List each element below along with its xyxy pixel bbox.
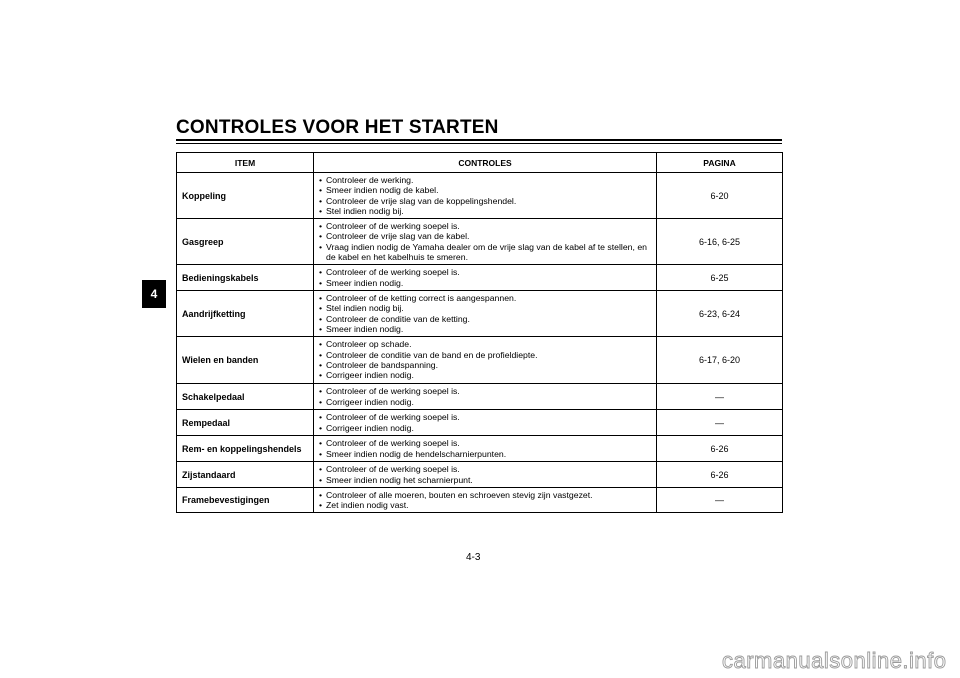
chapter-tab: 4 bbox=[142, 280, 166, 308]
row-page-ref: 6-17, 6-20 bbox=[657, 337, 783, 384]
table-row bbox=[177, 265, 783, 291]
row-page-ref: 6-23, 6-24 bbox=[657, 291, 783, 337]
check-item: • Zet indien nodig vast. bbox=[319, 500, 651, 510]
check-item: • Controleer de bandspanning. bbox=[319, 360, 651, 370]
check-list bbox=[319, 267, 651, 288]
table-header-row bbox=[177, 153, 783, 173]
check-item: • Controleer of de werking soepel is. bbox=[319, 464, 651, 474]
check-item: • Controleer de vrije slag van de koppelingshendel. bbox=[319, 196, 651, 206]
row-checks bbox=[314, 410, 657, 436]
row-checks bbox=[314, 265, 657, 291]
row-item: Rempedaal bbox=[177, 410, 314, 436]
row-checks bbox=[314, 219, 657, 265]
check-list bbox=[319, 490, 651, 511]
row-item: Rem- en koppelingshendels bbox=[177, 436, 314, 462]
page-number: 4-3 bbox=[466, 552, 481, 563]
row-page-ref: — bbox=[657, 410, 783, 436]
row-checks bbox=[314, 436, 657, 462]
check-item: • Controleer de vrije slag van de kabel. bbox=[319, 231, 651, 241]
row-item: Gasgreep bbox=[177, 219, 314, 265]
row-item: Schakelpedaal bbox=[177, 384, 314, 410]
row-page-ref: — bbox=[657, 488, 783, 513]
row-checks bbox=[314, 488, 657, 513]
check-item: • Controleer of de werking soepel is. bbox=[319, 412, 651, 422]
row-page-ref: 6-25 bbox=[657, 265, 783, 291]
row-page-ref: 6-26 bbox=[657, 462, 783, 488]
check-item: • Controleer de werking. bbox=[319, 175, 651, 185]
check-item: • Controleer de conditie van de ketting. bbox=[319, 314, 651, 324]
check-item: • Stel indien nodig bij. bbox=[319, 303, 651, 313]
check-item: • Smeer indien nodig de kabel. bbox=[319, 185, 651, 195]
row-page-ref: 6-20 bbox=[657, 173, 783, 219]
row-checks bbox=[314, 462, 657, 488]
row-page-ref: — bbox=[657, 384, 783, 410]
pre-ride-checks-table bbox=[176, 152, 783, 513]
check-item: • Smeer indien nodig. bbox=[319, 324, 651, 334]
header-pagina: PAGINA bbox=[657, 153, 783, 173]
table-row bbox=[177, 291, 783, 337]
row-page-ref: 6-26 bbox=[657, 436, 783, 462]
check-item: • Smeer indien nodig het scharnierpunt. bbox=[319, 475, 651, 485]
check-item: • Controleer op schade. bbox=[319, 339, 651, 349]
header-controles: CONTROLES bbox=[314, 153, 657, 173]
table-row bbox=[177, 219, 783, 265]
check-item: • Corrigeer indien nodig. bbox=[319, 423, 651, 433]
row-item: Zijstandaard bbox=[177, 462, 314, 488]
table-row bbox=[177, 488, 783, 513]
row-item: Framebevestigingen bbox=[177, 488, 314, 513]
header-item: ITEM bbox=[177, 153, 314, 173]
check-item: • Controleer of alle moeren, bouten en schroeven stevig zijn vastgezet. bbox=[319, 490, 651, 500]
table-row bbox=[177, 384, 783, 410]
title-rule-thin bbox=[176, 143, 782, 144]
check-list bbox=[319, 221, 651, 262]
check-item: • Corrigeer indien nodig. bbox=[319, 370, 651, 380]
title-rule bbox=[176, 139, 782, 141]
check-item: • Controleer of de ketting correct is aangespannen. bbox=[319, 293, 651, 303]
row-item: Wielen en banden bbox=[177, 337, 314, 384]
row-item: Koppeling bbox=[177, 173, 314, 219]
check-item: • Controleer of de werking soepel is. bbox=[319, 386, 651, 396]
check-list bbox=[319, 412, 651, 433]
table-row bbox=[177, 173, 783, 219]
check-item: • Controleer of de werking soepel is. bbox=[319, 221, 651, 231]
check-list bbox=[319, 438, 651, 459]
row-checks bbox=[314, 291, 657, 337]
check-item: • Controleer of de werking soepel is. bbox=[319, 438, 651, 448]
row-checks bbox=[314, 337, 657, 384]
check-list bbox=[319, 339, 651, 380]
check-list bbox=[319, 175, 651, 216]
table-row bbox=[177, 462, 783, 488]
table-row bbox=[177, 410, 783, 436]
check-item: • Corrigeer indien nodig. bbox=[319, 397, 651, 407]
page-title: CONTROLES VOOR HET STARTEN bbox=[176, 117, 499, 138]
check-list bbox=[319, 464, 651, 485]
row-checks bbox=[314, 384, 657, 410]
row-item: Aandrijfketting bbox=[177, 291, 314, 337]
table-row bbox=[177, 436, 783, 462]
row-item: Bedieningskabels bbox=[177, 265, 314, 291]
row-page-ref: 6-16, 6-25 bbox=[657, 219, 783, 265]
svg-text:carmanualsonline.info: carmanualsonline.info bbox=[722, 648, 947, 673]
check-item: • Vraag indien nodig de Yamaha dealer om de vrije slag van de kabel af te stellen, en de kabel en het kabelhuis te smeren. bbox=[319, 242, 651, 263]
check-list bbox=[319, 386, 651, 407]
check-item: • Controleer de conditie van de band en de profieldiepte. bbox=[319, 350, 651, 360]
check-item: • Smeer indien nodig de hendelscharnierpunten. bbox=[319, 449, 651, 459]
check-list bbox=[319, 293, 651, 334]
check-item: • Controleer of de werking soepel is. bbox=[319, 267, 651, 277]
table-body bbox=[177, 173, 783, 513]
check-item: • Stel indien nodig bij. bbox=[319, 206, 651, 216]
table-row bbox=[177, 337, 783, 384]
row-checks bbox=[314, 173, 657, 219]
check-item: • Smeer indien nodig. bbox=[319, 278, 651, 288]
